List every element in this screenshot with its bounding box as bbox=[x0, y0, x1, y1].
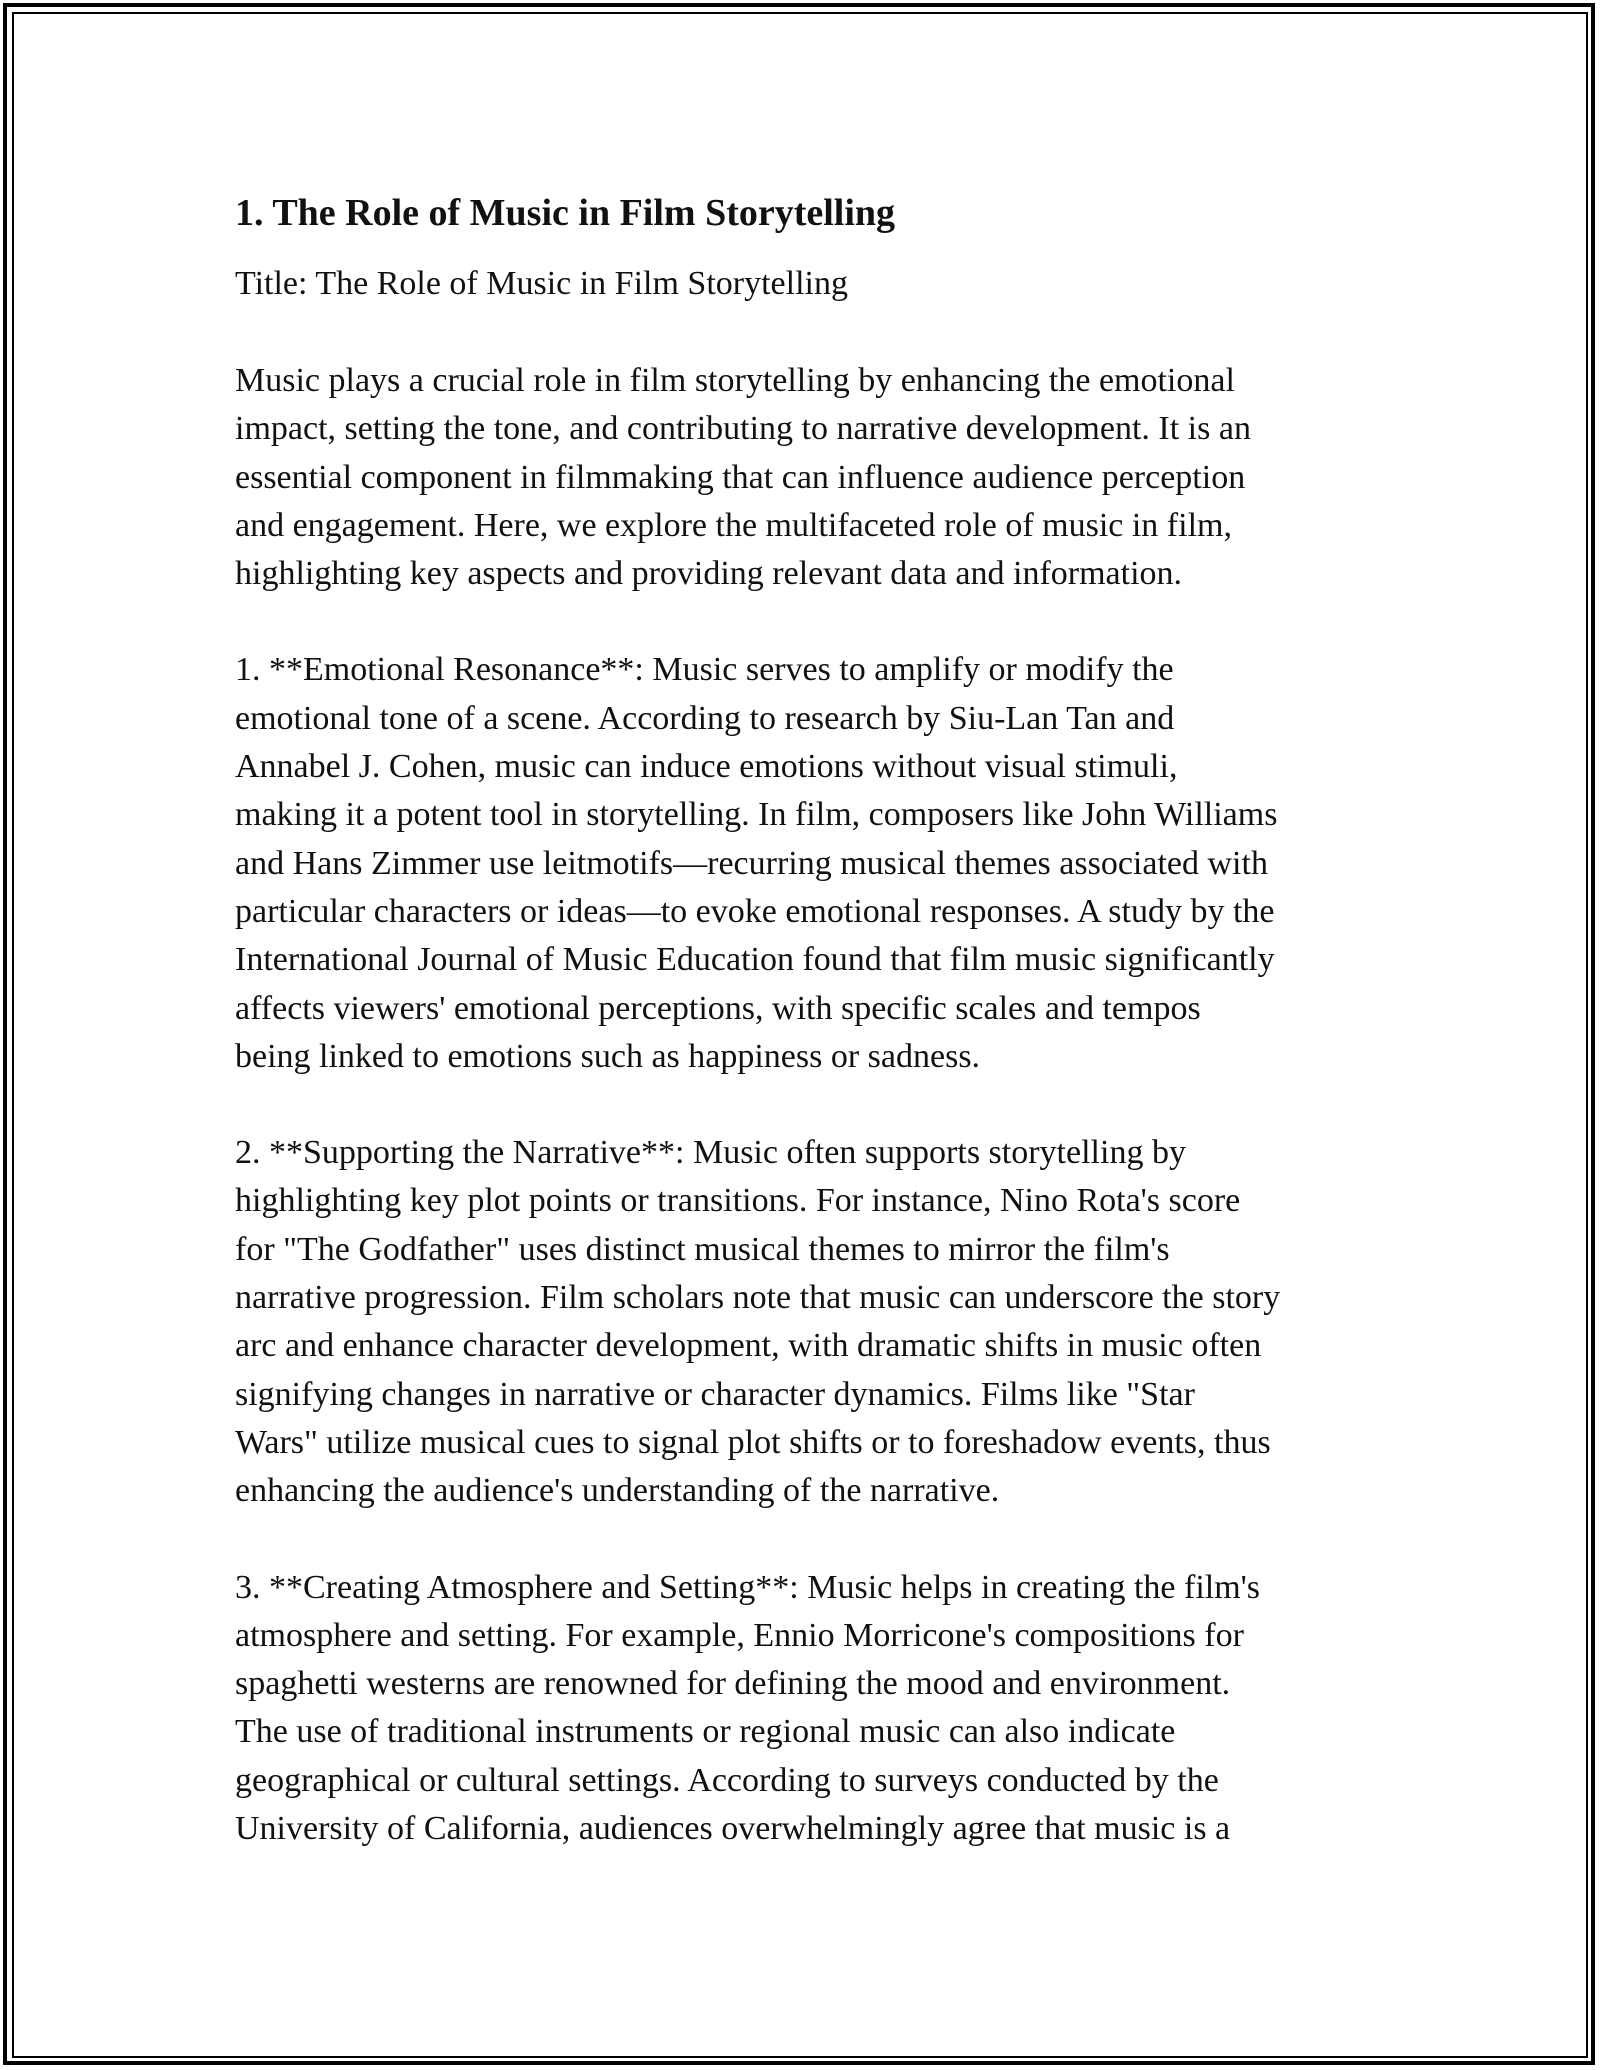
paragraph-line: arc and enhance character development, with dramatic shifts in music often bbox=[235, 1327, 1262, 1365]
paragraph-line: Annabel J. Cohen, music can induce emotions without visual stimuli, bbox=[235, 748, 1178, 786]
paragraph-line: highlighting key plot points or transitions. For instance, Nino Rota's score bbox=[235, 1182, 1241, 1220]
emotional-resonance-paragraph bbox=[235, 646, 1375, 1081]
document-page bbox=[235, 188, 1375, 1853]
paragraph-line: spaghetti westerns are renowned for defining the mood and environment. bbox=[235, 1665, 1231, 1703]
paragraph-line: Music plays a crucial role in film storytelling by enhancing the emotional bbox=[235, 362, 1235, 399]
paragraph-line: particular characters or ideas—to evoke emotional responses. A study by the bbox=[235, 892, 1275, 930]
paragraph-line: geographical or cultural settings. According to surveys conducted by the bbox=[235, 1761, 1219, 1799]
paragraph-line: Wars" utilize musical cues to signal plot shifts or to foreshadow events, thus bbox=[235, 1423, 1271, 1461]
paragraph-line: signifying changes in narrative or character dynamics. Films like "Star bbox=[235, 1375, 1195, 1413]
paragraph-line: making it a potent tool in storytelling. In film, composers like John Williams bbox=[235, 796, 1278, 834]
intro-paragraph bbox=[235, 357, 1375, 598]
atmosphere-setting-paragraph bbox=[235, 1564, 1375, 1854]
paragraph-line: for "The Godfather" uses distinct musical themes to mirror the film's bbox=[235, 1230, 1170, 1268]
paragraph-line: narrative progression. Film scholars note that music can underscore the story bbox=[235, 1279, 1281, 1317]
paragraph-line: emotional tone of a scene. According to research by Siu-Lan Tan and bbox=[235, 699, 1175, 737]
paragraph-line: being linked to emotions such as happiness or sadness. bbox=[235, 1037, 981, 1075]
section-heading: 1. The Role of Music in Film Storytelling bbox=[235, 192, 896, 234]
paragraph-line: enhancing the audience's understanding of the narrative. bbox=[235, 1472, 1000, 1510]
paragraph-line: impact, setting the tone, and contributing to narrative development. It is an bbox=[235, 410, 1251, 448]
paragraph-line: atmosphere and setting. For example, Ennio Morricone's compositions for bbox=[235, 1616, 1244, 1654]
paragraph-line: 1. **Emotional Resonance**: Music serves to amplify or modify the bbox=[235, 651, 1174, 689]
supporting-narrative-paragraph bbox=[235, 1129, 1375, 1515]
paragraph-line: University of California, audiences overwhelmingly agree that music is a bbox=[235, 1810, 1231, 1848]
paragraph-line: essential component in filmmaking that can influence audience perception bbox=[235, 458, 1246, 496]
paragraph-line: 3. **Creating Atmosphere and Setting**: Music helps in creating the film's bbox=[235, 1568, 1261, 1606]
paragraph-line: International Journal of Music Education found that film music significantly bbox=[235, 941, 1275, 979]
paragraph-line: highlighting key aspects and providing relevant data and information. bbox=[235, 555, 1183, 593]
title-line: Title: The Role of Music in Film Storytelling bbox=[235, 265, 848, 302]
paragraph-line: affects viewers' emotional perceptions, with specific scales and tempos bbox=[235, 989, 1201, 1027]
paragraph-line: and engagement. Here, we explore the multifaceted role of music in film, bbox=[235, 506, 1232, 544]
paragraph-line: The use of traditional instruments or regional music can also indicate bbox=[235, 1713, 1176, 1751]
paragraph-line: and Hans Zimmer use leitmotifs—recurring musical themes associated with bbox=[235, 844, 1268, 882]
paragraph-line: 2. **Supporting the Narrative**: Music often supports storytelling by bbox=[235, 1134, 1186, 1172]
